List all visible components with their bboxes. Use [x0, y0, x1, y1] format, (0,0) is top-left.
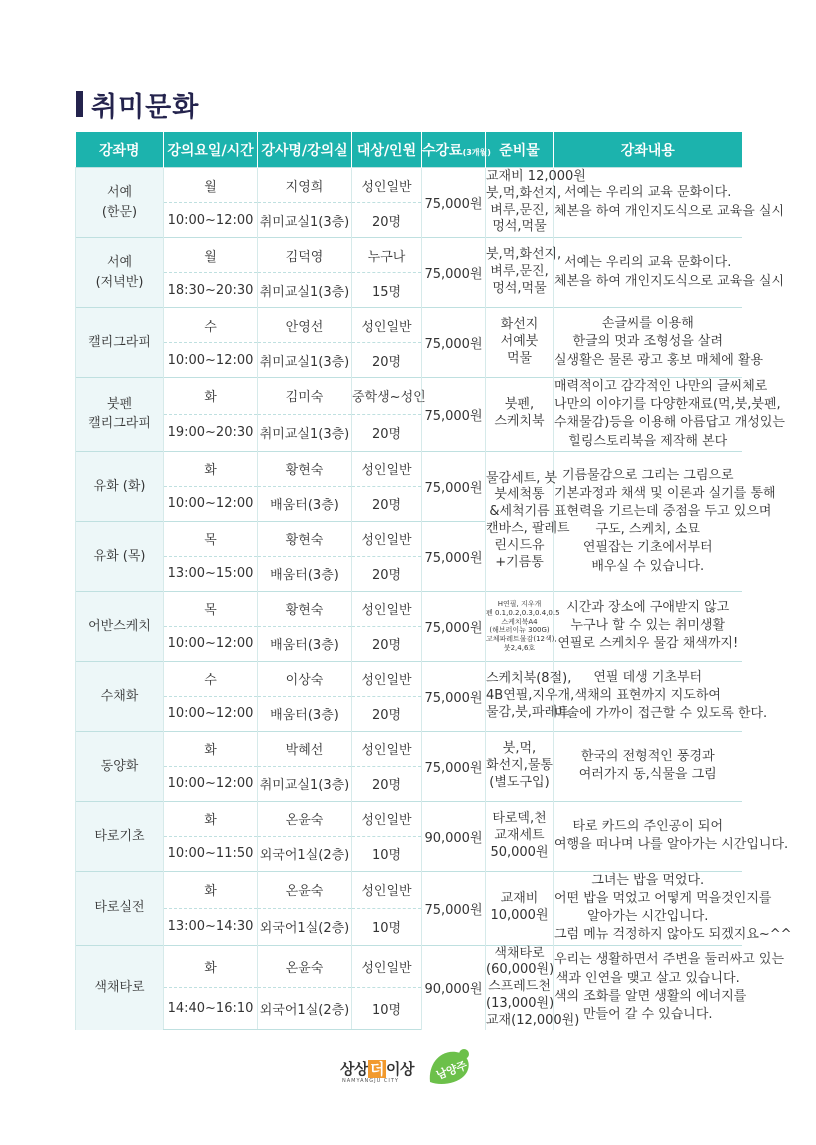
text-line: 화선지,물통 [486, 757, 553, 773]
course-time: 13:00~15:00 [164, 556, 258, 591]
text-line: (13,000원) [486, 996, 555, 1012]
text-line: 나만의 이야기를 다양한재료(먹,붓,붓펜, [554, 397, 781, 413]
text-line: 연필잡는 기초에서부터 [582, 540, 713, 556]
course-fee: 75,000원 [422, 378, 486, 452]
text-line: 한국의 전형적인 풍경과 [580, 749, 715, 765]
text-line: 색채의 표현까지 지도하여 [574, 688, 721, 704]
course-capacity: 20명 [352, 766, 422, 801]
course-room: 취미교실1(3층) [258, 273, 352, 308]
course-materials [486, 801, 554, 871]
text-line: 벼루,문진, [490, 202, 549, 218]
table-row [76, 661, 742, 696]
course-day: 월 [164, 168, 258, 203]
title-marker [76, 91, 83, 117]
course-fee: 75,000원 [422, 731, 486, 801]
table-row [76, 238, 742, 273]
leaf-logo-icon [426, 1046, 472, 1086]
text-line: 캔바스, 팔레트 [486, 521, 570, 537]
course-description [554, 661, 768, 731]
text-line: 4B연필,지우개, [486, 687, 575, 703]
course-target: 성인일반 [352, 801, 422, 836]
logo-subtitle: NAMYANGJU CITY [342, 1078, 399, 1084]
course-description [554, 238, 785, 308]
course-day: 화 [164, 945, 258, 987]
text-line: 우리는 생활하면서 주변을 둘러싸고 있는 [554, 952, 785, 968]
text-line: 스케치북 [494, 414, 545, 430]
table-row [76, 945, 742, 987]
city-logo [340, 1046, 480, 1086]
course-target: 성인일반 [352, 168, 422, 203]
course-fee: 90,000원 [422, 945, 486, 1030]
course-table [75, 132, 792, 1030]
page-title [76, 86, 199, 122]
course-day: 수 [164, 661, 258, 696]
text-line: 힐링스토리북을 제작해 본다 [568, 433, 728, 449]
text-line: 붓,먹,화선지, [486, 247, 562, 263]
course-time: 10:00~12:00 [164, 766, 258, 801]
course-time: 10:00~12:00 [164, 203, 258, 238]
course-name-cell [76, 661, 164, 731]
text-line: 표현력을 기르는데 중점을 두고 있으며 [554, 504, 772, 520]
header-target-capacity: 대상/인원 [352, 132, 422, 168]
course-capacity: 15명 [352, 273, 422, 308]
course-teacher: 김미숙 [258, 378, 352, 415]
course-target: 성인일반 [352, 661, 422, 696]
course-capacity: 20명 [352, 696, 422, 731]
course-target: 중학생~성인 [352, 378, 422, 415]
course-capacity: 20명 [352, 626, 422, 661]
course-fee: 75,000원 [422, 238, 486, 308]
text-line: 타로 카드의 주인공이 되어 [572, 819, 724, 835]
text-line: 펜 0.1,0.2,0.3,0.4,0.5 [486, 608, 560, 617]
course-description [554, 871, 792, 945]
text-line: 교재(12,000원) [486, 1013, 580, 1029]
text-line: 멍석,먹물 [492, 219, 547, 235]
course-materials [486, 661, 575, 731]
text-line: 붓세척통 [494, 487, 545, 503]
course-capacity: 10명 [352, 987, 422, 1029]
course-name-cell [76, 801, 164, 871]
text-line: 한글의 멋과 조형성을 살려 [572, 334, 724, 350]
table-row [76, 168, 742, 203]
text-line: 연필로 스케치우 물감 채색까지! [557, 636, 739, 652]
course-fee: 75,000원 [422, 308, 486, 378]
course-name-cell [76, 731, 164, 801]
course-name: 어반스케치 [88, 618, 151, 634]
text-line: 여행을 떠나며 나를 알아가는 시간입니다. [554, 837, 789, 853]
svg-text:남양주: 남양주 [434, 1058, 469, 1082]
course-description [554, 731, 742, 801]
course-target: 성인일반 [352, 871, 422, 908]
text-line: 미술에 가까이 접근할 수 있도록 한다. [554, 706, 768, 722]
text-line: 붓2,4,6호 [503, 643, 536, 652]
course-room: 배움터(3층) [258, 626, 352, 661]
course-materials [486, 451, 570, 591]
table-row [76, 591, 742, 626]
course-room: 배움터(3층) [258, 556, 352, 591]
text-line: 손글씨를 이용해 [601, 316, 694, 332]
course-teacher: 지영희 [258, 168, 352, 203]
course-name: 동양화 [100, 758, 139, 774]
text-line: 기름물감으로 그리는 그림으로 [561, 467, 734, 483]
text-line: 체본을 하여 개인지도식으로 교육을 실시 [554, 203, 785, 219]
course-name: 타로기초 [94, 828, 145, 844]
text-line: 물감세트, 붓 [486, 470, 558, 486]
course-target: 성인일반 [352, 521, 422, 556]
text-line: 교재비 12,000원 [486, 168, 586, 184]
course-materials [486, 591, 560, 661]
course-name-cell [76, 308, 164, 378]
course-description [554, 378, 785, 452]
text-line: 수채물감)등을 이용해 아름답고 개성있는 [554, 415, 785, 431]
header-description: 강좌내용 [554, 132, 742, 168]
text-line: H연필, 지우개 [497, 600, 542, 608]
text-line: 10,000원 [490, 908, 549, 924]
course-teacher: 이상숙 [258, 661, 352, 696]
course-materials [486, 238, 562, 308]
course-name: 캘리그라피 [88, 416, 151, 432]
course-capacity: 20명 [352, 486, 422, 521]
course-name: (한문) [101, 204, 138, 220]
course-materials [486, 308, 554, 378]
header-day-time: 강의요일/시간 [164, 132, 258, 168]
course-name: 유화 (화) [93, 478, 146, 494]
text-line: 여러가지 동,식물을 그림 [578, 767, 717, 783]
course-time: 10:00~12:00 [164, 626, 258, 661]
text-line: 매력적이고 감각적인 나만의 글씨체로 [554, 379, 768, 394]
text-line: 스케치북A4 [501, 617, 538, 626]
text-line: (별도구입) [489, 774, 550, 790]
course-time: 13:00~14:30 [164, 908, 258, 945]
course-room: 취미교실1(3층) [258, 766, 352, 801]
course-time: 10:00~11:50 [164, 836, 258, 871]
text-line: 체본을 하여 개인지도식으로 교육을 실시 [554, 273, 785, 289]
text-line: 고체파레트물감(12색), [486, 635, 557, 643]
text-line: 붓,먹, [502, 740, 537, 756]
course-fee: 75,000원 [422, 521, 486, 591]
text-line: 스프레드천 [488, 979, 551, 995]
course-description [554, 451, 776, 591]
text-line: 먹물 [506, 350, 533, 366]
course-room: 취미교실1(3층) [258, 343, 352, 378]
text-line: 시간과 장소에 구애받지 않고 [566, 599, 730, 615]
course-day: 화 [164, 451, 258, 486]
text-line: 색과 인연을 맺고 살고 있습니다. [555, 970, 740, 986]
course-name: 서예 [106, 185, 133, 200]
course-description [554, 308, 764, 378]
course-time: 14:40~16:10 [164, 987, 258, 1029]
course-name-cell [76, 871, 164, 945]
course-materials [486, 168, 586, 238]
course-room: 취미교실1(3층) [258, 203, 352, 238]
course-materials [486, 871, 554, 945]
text-line: 붓,먹,화선지, [486, 185, 562, 201]
course-capacity: 20명 [352, 414, 422, 451]
text-line: 색의 조화를 알면 생활의 에너지를 [554, 988, 747, 1004]
text-line: (60,000원) [486, 962, 555, 978]
course-day: 화 [164, 378, 258, 415]
header-materials: 준비물 [486, 132, 554, 168]
course-fee: 75,000원 [422, 591, 486, 661]
course-name-cell [76, 238, 164, 308]
header-course-name: 강좌명 [76, 132, 164, 168]
text-line: 색채타로 [494, 945, 545, 961]
course-time: 10:00~12:00 [164, 486, 258, 521]
course-day: 화 [164, 801, 258, 836]
course-name: 붓펜 [106, 396, 133, 412]
text-line: 붓펜, [504, 397, 535, 413]
course-day: 목 [164, 521, 258, 556]
course-description [554, 945, 785, 1030]
course-day: 월 [164, 238, 258, 273]
course-teacher: 안영선 [258, 308, 352, 343]
course-name: 색채타로 [94, 979, 145, 995]
text-line: 어떤 밥을 먹었고 어떻게 먹을것인지를 [554, 890, 772, 906]
course-room: 배움터(3층) [258, 696, 352, 731]
course-name-cell [76, 945, 164, 1030]
header-teacher-room: 강사명/강의실 [258, 132, 352, 168]
table-row [76, 451, 742, 486]
text-line: 린시드유 [494, 538, 545, 554]
course-room: 취미교실1(3층) [258, 414, 352, 451]
course-name: 서예 [106, 255, 133, 270]
text-line: 서예는 우리의 교육 문화이다. [564, 185, 732, 201]
course-target: 성인일반 [352, 731, 422, 766]
header-fee: 수강료(3개월) [422, 132, 486, 168]
course-capacity: 10명 [352, 908, 422, 945]
text-line: 교재비 [500, 891, 539, 907]
course-name-cell [76, 378, 164, 452]
text-line: 타로덱,천 [492, 810, 547, 826]
course-teacher: 김덕영 [258, 238, 352, 273]
course-target: 성인일반 [352, 945, 422, 987]
course-name: 수채화 [100, 688, 139, 704]
table-row [76, 801, 742, 836]
course-time: 10:00~12:00 [164, 696, 258, 731]
course-teacher: 황현숙 [258, 521, 352, 556]
course-teacher: 온윤숙 [258, 945, 352, 987]
text-line: 그럼 메뉴 걱정하지 않아도 되겠지요~^^ [554, 927, 792, 943]
course-materials [486, 378, 554, 452]
course-name: 유화 (목) [93, 548, 146, 564]
course-room: 외국어1실(2층) [258, 836, 352, 871]
course-fee: 75,000원 [422, 451, 486, 521]
course-target: 성인일반 [352, 451, 422, 486]
course-time: 18:30~20:30 [164, 273, 258, 308]
course-teacher: 박혜선 [258, 731, 352, 766]
course-room: 외국어1실(2층) [258, 908, 352, 945]
course-day: 화 [164, 731, 258, 766]
course-name-cell [76, 168, 164, 238]
course-materials [486, 731, 554, 801]
page-title-text: 취미문화 [91, 91, 200, 123]
text-line: 실생활은 물론 광고 홍보 매체에 활용 [554, 352, 764, 368]
text-line: 스케치북(8절), [486, 670, 572, 686]
course-name: (저녁반) [95, 274, 144, 290]
text-line: 화선지 [500, 317, 539, 333]
course-target: 성인일반 [352, 308, 422, 343]
course-materials [486, 945, 580, 1030]
text-line: 서예붓 [500, 334, 539, 350]
text-line: 서예는 우리의 교육 문화이다. [564, 255, 732, 271]
text-line: 물감,붓,파레트 [486, 704, 570, 720]
course-name: 캘리그라피 [88, 334, 151, 350]
course-capacity: 10명 [352, 836, 422, 871]
course-description [554, 591, 742, 661]
course-capacity: 20명 [352, 203, 422, 238]
table-row [76, 378, 742, 415]
course-room: 배움터(3층) [258, 486, 352, 521]
text-line: 벼루,문진, [490, 264, 549, 280]
course-teacher: 온윤숙 [258, 871, 352, 908]
course-time: 10:00~12:00 [164, 343, 258, 378]
course-fee: 75,000원 [422, 661, 486, 731]
course-name-cell [76, 521, 164, 591]
text-line: 만들어 갈 수 있습니다. [582, 1006, 713, 1022]
course-target: 성인일반 [352, 591, 422, 626]
course-description [554, 801, 789, 871]
table-row [76, 731, 742, 766]
text-line: &세척기름 [489, 504, 550, 520]
course-name: 타로실전 [94, 900, 145, 916]
text-line: 교재세트 [494, 827, 545, 843]
course-day: 화 [164, 871, 258, 908]
table-row [76, 871, 742, 908]
course-name-cell [76, 451, 164, 521]
text-line: +기름통 [495, 555, 544, 571]
text-line: (해브러이뉴 300G) [489, 626, 550, 635]
course-teacher: 황현숙 [258, 451, 352, 486]
course-capacity: 20명 [352, 556, 422, 591]
table-header-row [76, 132, 742, 168]
course-room: 외국어1실(2층) [258, 987, 352, 1029]
text-line: 배우실 수 있습니다. [591, 558, 705, 574]
course-name-cell [76, 591, 164, 661]
text-line: 50,000원 [490, 844, 549, 860]
text-line: 연필 데생 기초부터 [593, 669, 703, 685]
course-fee: 90,000원 [422, 801, 486, 871]
course-day: 목 [164, 591, 258, 626]
table-row [76, 308, 742, 343]
course-teacher: 온윤숙 [258, 801, 352, 836]
text-line: 누구나 할 수 있는 취미생활 [570, 618, 726, 634]
course-capacity: 20명 [352, 343, 422, 378]
logo-wordmark: 상상 더 이상 [340, 1060, 414, 1078]
course-fee: 75,000원 [422, 168, 486, 238]
course-fee: 75,000원 [422, 871, 486, 945]
course-day: 수 [164, 308, 258, 343]
course-time: 19:00~20:30 [164, 414, 258, 451]
text-line: 그녀는 밥을 먹었다. [591, 872, 705, 888]
course-target: 누구나 [352, 238, 422, 273]
text-line: 기본과정과 채색 및 이론과 실기를 통해 [554, 485, 776, 501]
text-line: 구도, 스케치, 소묘 [595, 522, 700, 538]
text-line: 멍석,먹물 [492, 280, 547, 296]
course-teacher: 황현숙 [258, 591, 352, 626]
text-line: 알아가는 시간입니다. [587, 909, 709, 925]
